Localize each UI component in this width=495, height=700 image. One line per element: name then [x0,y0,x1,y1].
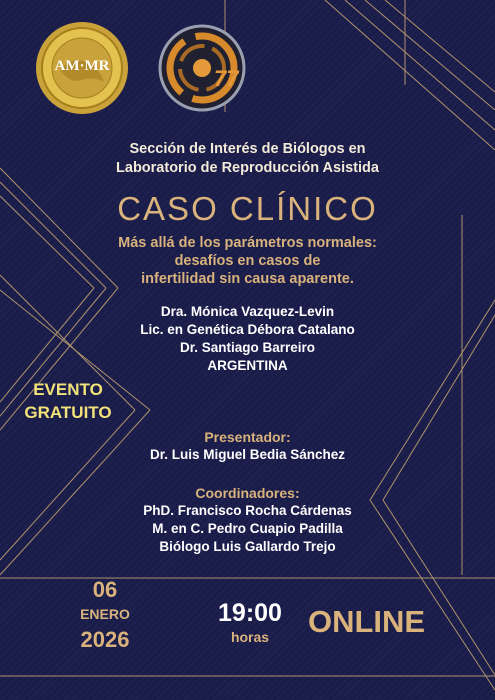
speaker: Lic. en Genética Débora Catalano [140,322,355,337]
section-heading [0,140,495,178]
free-line: GRATUITO [24,403,112,422]
subtitle-line: Más allá de los parámetros normales: [118,235,377,251]
presenter-block [0,428,495,464]
event-subtitle [0,234,495,288]
coordinators-label: Coordinadores: [195,485,300,501]
section-line: Sección de Interés de Biólogos en [129,141,366,157]
section-line: Laboratorio de Reproducción Asistida [116,160,379,176]
time-value: 19:00 [218,599,282,627]
coordinator: Biólogo Luis Gallardo Trejo [159,539,336,554]
speakers-list [0,303,495,375]
event-mode: ONLINE [308,604,426,639]
ring-logo-text: 77 [214,66,239,91]
coordinators-block [0,484,495,556]
event-date [70,577,140,655]
event-title: CASO CLÍNICO [117,190,378,227]
date-day: 06 [92,577,118,602]
time-unit: horas [230,629,270,645]
country: ARGENTINA [207,358,288,373]
presenter-name: Dr. Luis Miguel Bedia Sánchez [149,447,346,462]
free-line: EVENTO [33,380,103,399]
subtitle-line: infertilidad sin causa aparente. [141,271,354,287]
date-year: 2026 [80,627,130,652]
free-event-badge [8,378,128,424]
date-month: ENERO [80,606,130,622]
speaker: Dr. Santiago Barreiro [179,340,316,355]
coordinator: M. en C. Pedro Cuapio Padilla [152,521,343,536]
event-time [205,598,295,646]
subtitle-line: desafíos en casos de [174,253,321,269]
speaker: Dra. Mónica Vazquez-Levin [160,304,335,319]
ammr-logo-text: AM·MR [54,58,110,74]
coordinator: PhD. Francisco Rocha Cárdenas [143,503,352,518]
presenter-label: Presentador: [204,429,291,445]
